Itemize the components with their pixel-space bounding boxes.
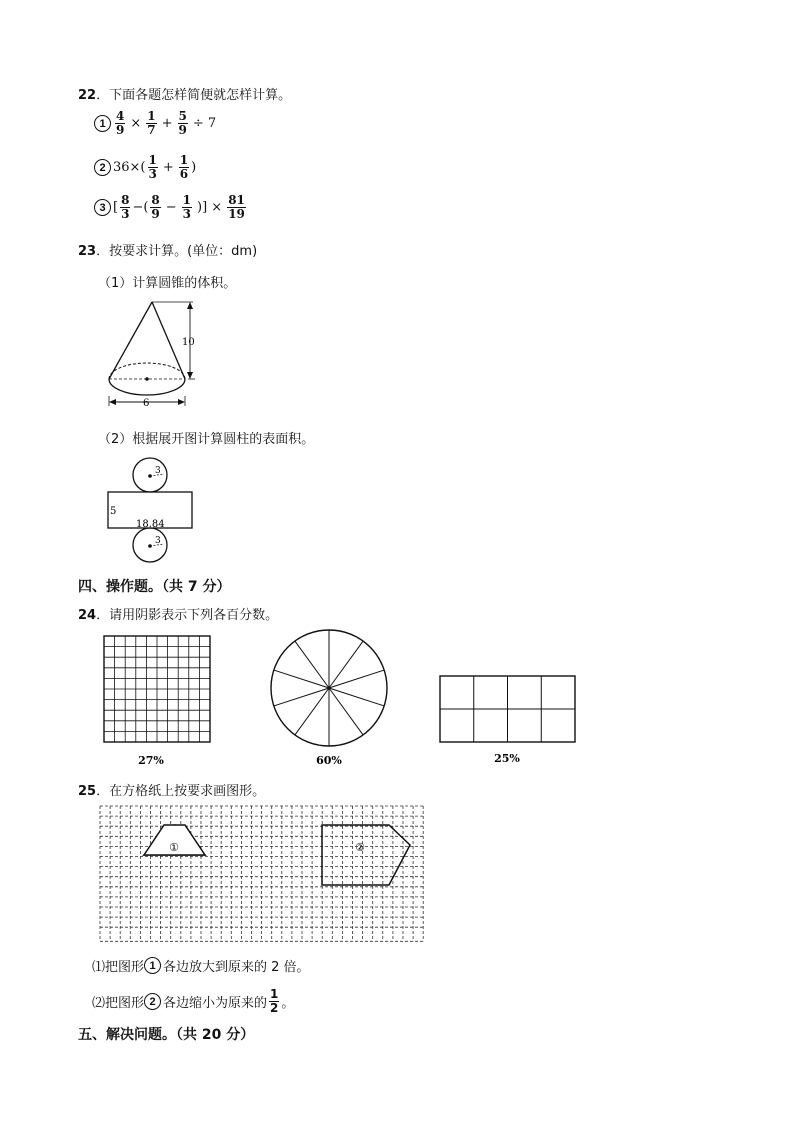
fraction: $\frac{1}{3}$ — [148, 153, 157, 181]
q23-part1: （1）计算圆锥的体积。 — [98, 276, 237, 291]
q25-title: 25．在方格纸上按要求画图形。 — [78, 784, 266, 799]
slice-divider — [329, 688, 384, 706]
shape-2-label: ② — [355, 841, 365, 854]
cylinder-net-figure — [104, 456, 204, 568]
q23-title: 23．按要求计算。(单位：dm) — [78, 244, 258, 259]
fraction: $\frac{4}{9}$ — [116, 109, 125, 137]
q25-task-2: ⑵把图形 2 各边缩小为原来的 $\frac{1}{2}$ 。 — [92, 987, 295, 1015]
slice-divider — [295, 688, 329, 735]
hundred-grid-square[interactable] — [104, 636, 210, 742]
dashed-grid — [100, 806, 423, 941]
fraction: $\frac{5}{9}$ — [178, 109, 187, 137]
slice-divider — [329, 688, 363, 735]
bottom-radius-label: 3 — [155, 536, 161, 546]
q22-title: 22．下面各题怎样简便就怎样计算。 — [78, 88, 292, 103]
shape-2-outline — [322, 825, 410, 885]
slice-divider — [295, 641, 329, 688]
q22-item-1: 1 $\frac{4}{9}$ × $\frac{1}{7}$ + $\frac{5}{9}$ ÷ 7 — [94, 110, 219, 137]
slice-divider — [274, 688, 329, 706]
cone-center-dot — [145, 377, 149, 381]
fraction: $\frac{1}{6}$ — [179, 153, 189, 181]
fraction: $\frac{1}{3}$ — [182, 193, 192, 221]
ten-slice-circle[interactable] — [271, 630, 387, 746]
side-height-label: 5 — [110, 506, 117, 517]
fraction: $\frac{81}{19}$ — [228, 193, 245, 221]
fraction: $\frac{1}{7}$ — [147, 109, 156, 137]
circled-number-3: 3 — [94, 199, 111, 216]
q22-item-2: 2 36×( $\frac{1}{3}$ + $\frac{1}{6}$ ) — [94, 154, 196, 181]
section-4-heading: 四、操作题。（共 7 分） — [78, 579, 231, 595]
fraction: $\frac{8}{3}$ — [121, 193, 130, 221]
circled-number-1: 1 — [94, 115, 111, 132]
q23-part2: （2）根据展开图计算圆柱的表面积。 — [98, 432, 315, 447]
side-length-label: 18.84 — [136, 519, 165, 530]
slice-divider — [329, 641, 363, 688]
cone-right-edge — [152, 302, 185, 379]
q22-item-3: 3 [ $\frac{8}{3}$ −( $\frac{8}{9}$ − $\frac{1}{3}$ )] × $\frac{81}{19}$ — [94, 194, 248, 221]
q24-figures — [96, 628, 596, 770]
circled-number-2: 2 — [94, 159, 111, 176]
fraction: $\frac{8}{9}$ — [151, 193, 160, 221]
circled-number-1: 1 — [144, 957, 161, 974]
section-5-heading: 五、解决问题。（共 20 分） — [78, 1027, 255, 1043]
eight-cell-rectangle[interactable] — [440, 676, 575, 742]
fraction-one-half: $\frac{1}{2}$ — [270, 987, 279, 1015]
circled-number-2: 2 — [144, 993, 161, 1010]
shape-1-label: ① — [169, 841, 179, 854]
cone-figure — [100, 296, 210, 412]
cone-base-hidden-edge — [109, 363, 185, 379]
cone-left-edge — [109, 302, 152, 379]
slice-divider — [274, 670, 329, 688]
label-60-percent: 60% — [316, 754, 342, 767]
label-25-percent: 25% — [494, 752, 520, 765]
slice-divider — [329, 670, 384, 688]
q24-title: 24．请用阴影表示下列各百分数。 — [78, 608, 279, 623]
cone-diameter-label: 6 — [143, 398, 150, 409]
q25-grid-paper[interactable] — [96, 804, 432, 946]
q25-task-1: ⑴把图形 1 各边放大到原来的 2 倍。 — [92, 956, 310, 975]
label-27-percent: 27% — [138, 754, 164, 767]
top-radius-label: 3 — [155, 466, 161, 476]
cone-height-label: 10 — [182, 337, 195, 348]
